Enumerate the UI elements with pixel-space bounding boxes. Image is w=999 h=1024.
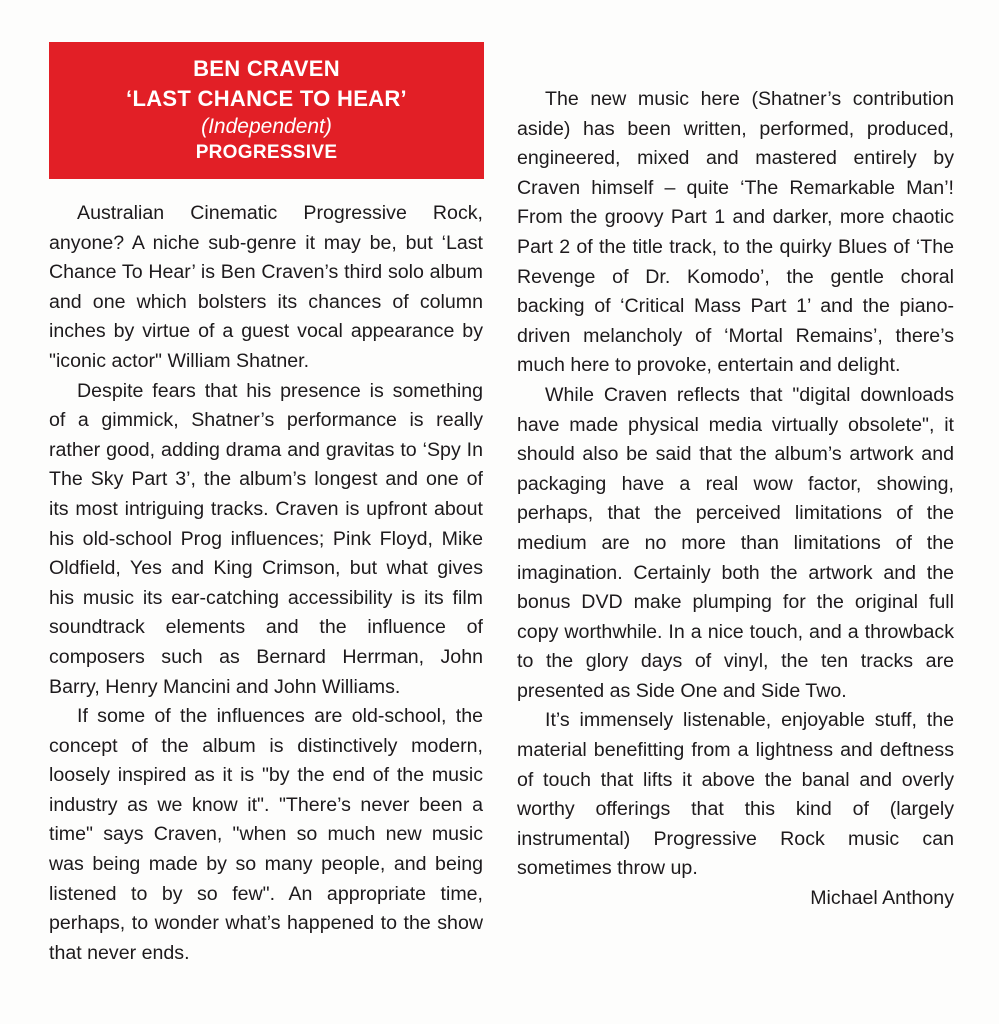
paragraph: If some of the influences are old-school, the concept of the album is distinctively modern, loosely inspired as it is "by the end of the music industry as we know it". "There’s never been a time" says Craven, "when so much new music was being made by so many people, and being listened to by so few". An appropriate time, perhaps, to wonder what’s happened to the show that never ends. [49, 705, 483, 964]
review-header [49, 42, 484, 179]
record-label: (Independent) [201, 115, 332, 138]
author-byline: Michael Anthony [810, 887, 954, 910]
album-title: ‘LAST CHANCE TO HEAR’ [126, 86, 407, 111]
paragraph: Despite fears that his presence is something of a gimmick, Shatner’s performance is really rather good, adding drama and gravitas to ‘Spy In The Sky Part 3’, the album’s longest and one of its most intriguing tracks. Craven is upfront about his old-school Prog influences; Pink Floyd, Mike Oldfield, Yes and King Crimson, but what gives his music its ear-catching accessibility is its film soundtrack elements and the influence of composers such as Bernard Herrman, John Barry, Henry Mancini and John Williams. [49, 379, 483, 698]
paragraph: The new music here (Shatner’s contribution aside) has been written, performed, produced, engineered, mixed and mastered entirely by Craven himself – quite ‘The Remarkable Man’! From the groovy Part 1 and darker, more chaotic Part 2 of the title track, to the quirky Blues of ‘The Revenge of Dr. Komodo’, the gentle choral backing of ‘Critical Mass Part 1’ and the piano-driven melancholy of ‘Mortal Remains’, there’s much here to provoke, entertain and delight. [517, 88, 954, 377]
paragraph: While Craven reflects that "digital downloads have made physical media virtually obsolete", it should also be said that the album’s artwork and packaging have a real wow factor, showing, perhaps, that the perceived limitations of the medium are no more than limitations of the imagination. Certainly both the artwork and the bonus DVD make plumping for the original full copy worthwhile. In a nice touch, and a throwback to the glory days of vinyl, the ten tracks are presented as Side One and Side Two. [517, 383, 954, 702]
right-column [517, 85, 954, 914]
left-column [49, 199, 483, 968]
paragraph: Australian Cinematic Progressive Rock, anyone? A niche sub-genre it may be, but ‘Last Chance To Hear’ is Ben Craven’s third solo album and one which bolsters its chances of column inches by virtue of a guest vocal appearance by "iconic actor" William Shatner. [49, 202, 483, 372]
paragraph: It’s immensely listenable, enjoyable stuff, the material benefitting from a lightness and deftness of touch that lifts it above the banal and overly worthy offerings that this kind of (largely instrumental) Progressive Rock music can sometimes throw up. [517, 709, 954, 880]
genre-label: PROGRESSIVE [195, 142, 338, 163]
artist-name: BEN CRAVEN [193, 56, 340, 81]
